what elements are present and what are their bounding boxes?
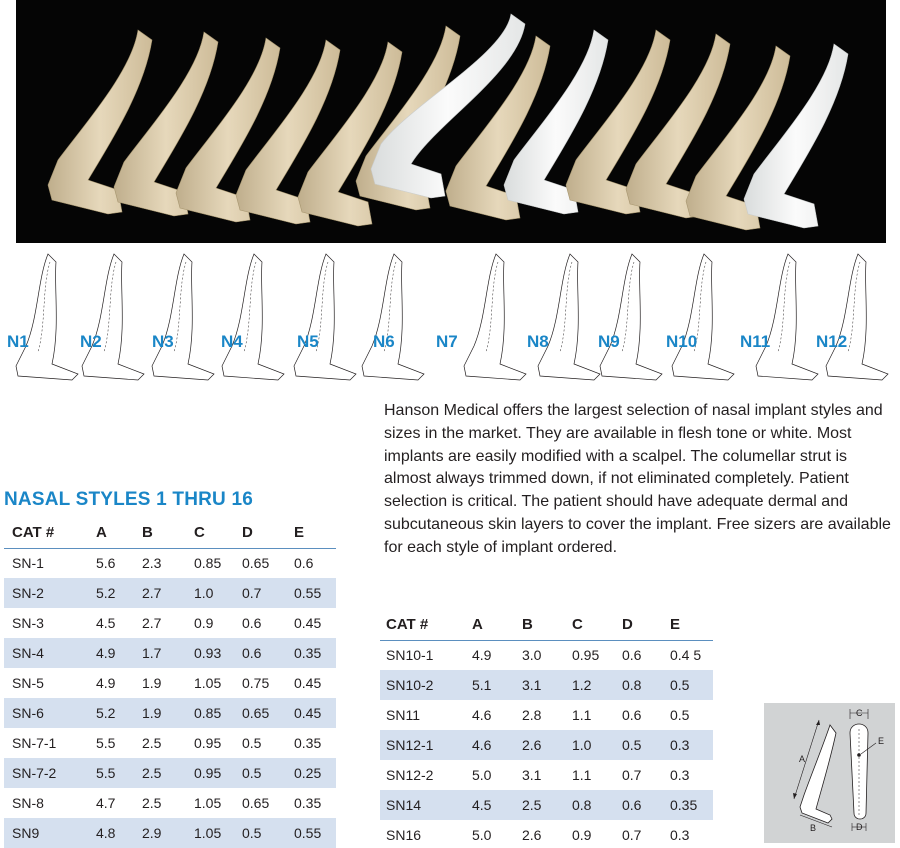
dimension-cell: 1.05 (194, 675, 222, 691)
implant-outline-centerline (778, 262, 790, 352)
dimension-diagram (764, 703, 895, 843)
table-row (380, 730, 713, 760)
dimension-cell: 0.3 (670, 767, 690, 783)
dimension-cell: 5.0 (472, 767, 492, 783)
dimension-cell: 0.5 (242, 818, 294, 848)
dimension-cell: 4.5 (96, 615, 116, 631)
implant-outline-centerline (38, 262, 50, 352)
dimension-cell: 4.5 (472, 790, 522, 820)
header-e: E (294, 518, 336, 548)
style-label-n11: N11 (740, 332, 771, 351)
cat-number-cell: SN-3 (12, 615, 44, 631)
spec-table-left (4, 518, 336, 848)
header-a: A (96, 518, 142, 548)
dimension-cell: 2.6 (522, 730, 572, 760)
dimension-cell: 0.65 (242, 555, 270, 572)
cat-number-cell: SN14 (380, 790, 472, 820)
dimension-cell: 2.5 (142, 735, 162, 751)
dimension-cell: 0.25 (294, 758, 336, 788)
table-row (4, 578, 336, 608)
dimension-cell: 0.8 (572, 790, 622, 820)
dimension-cell: 3.1 (522, 670, 572, 700)
cat-number-cell: SN-4 (4, 638, 96, 668)
style-label-n1: N1 (7, 332, 29, 351)
dimension-cell: 0.6 (622, 647, 642, 664)
style-label-n6: N6 (373, 332, 395, 351)
implant-outline (756, 254, 818, 380)
header-d: D (242, 518, 294, 548)
table-row (380, 640, 713, 670)
dimension-cell: 4.9 (96, 638, 142, 668)
cat-number-cell: SN11 (386, 707, 420, 723)
dimension-cell: 0.7 (242, 578, 294, 608)
implant-outline-centerline (174, 262, 186, 352)
dimension-cell: 0.95 (194, 735, 222, 751)
dimension-cell: 0.8 (622, 670, 670, 700)
cat-number-cell: SN12-2 (386, 767, 434, 783)
implants-photo (16, 0, 886, 243)
implant-outline (82, 254, 144, 380)
cat-number-cell: SN9 (4, 818, 96, 848)
dim-label-d: D (856, 822, 863, 832)
dimension-cell: 0.65 (242, 698, 294, 728)
dimension-cell: 5.5 (96, 758, 142, 788)
table-row (380, 670, 713, 700)
implant-outline (672, 254, 734, 380)
dimension-cell: 0.45 (294, 675, 322, 691)
cat-number-cell: SN10-1 (386, 647, 434, 664)
table-row (380, 820, 713, 848)
dimension-cell: 0.9 (194, 615, 214, 631)
dimension-cell: 4.9 (96, 675, 116, 691)
cat-number-cell: SN10-2 (380, 670, 472, 700)
dimension-cell: 1.1 (572, 707, 592, 723)
dimension-cell: 0.45 (294, 698, 336, 728)
dim-label-c: C (856, 708, 863, 718)
dimension-cell: 4.6 (472, 730, 522, 760)
table-row (4, 668, 336, 698)
implant-outline (538, 254, 600, 380)
dimension-cell: 1.0 (572, 730, 622, 760)
dimension-cell: 1.9 (142, 675, 162, 691)
dimension-cell: 1.7 (142, 638, 194, 668)
section-title: NASAL STYLES 1 THRU 16 (4, 489, 253, 510)
implant-outline (464, 254, 526, 380)
dimension-cell: 0.35 (294, 795, 322, 811)
style-label-n2: N2 (80, 332, 102, 351)
implant-outline (222, 254, 284, 380)
dimension-cell: 0.6 (294, 555, 314, 572)
header-cat: CAT # (4, 518, 96, 548)
style-label-n9: N9 (598, 332, 620, 351)
dimension-cell: 0.95 (194, 758, 242, 788)
cat-number-cell: SN-1 (12, 555, 44, 572)
dimension-cell: 5.5 (96, 735, 116, 751)
cat-number-cell: SN16 (386, 827, 422, 843)
description-paragraph: Hanson Medical offers the largest selection of nasal implant styles and sizes in the market. They are available in flesh tone or white. Most implants are easily modified with a scalpel. The columellar strut is almost always trimmed down, if not eliminated completely. Patient selection is critical. The patient should have adequate dermal and subcutaneous skin layers to cover the implant. Free sizers are available for each style of implant ordered. (384, 402, 891, 556)
dimension-cell: 2.8 (522, 707, 542, 723)
dimension-cell: 3.1 (522, 767, 542, 783)
implant-outline-centerline (486, 262, 498, 352)
dimension-cell: 0.45 (294, 615, 322, 631)
style-outlines (0, 248, 900, 398)
table-row (4, 788, 336, 818)
dimension-cell: 0.35 (670, 790, 713, 820)
dimension-cell: 4.9 (472, 647, 492, 664)
dimension-cell: 0.3 (670, 730, 713, 760)
style-label-n7: N7 (436, 332, 458, 351)
table-row (4, 818, 336, 848)
style-label-n5: N5 (297, 332, 319, 351)
dimension-cell: 4.8 (96, 818, 142, 848)
table-header-row (4, 518, 336, 548)
table-header-row (380, 610, 713, 640)
dimension-cell: 0.85 (194, 555, 222, 572)
dimension-cell: 2.3 (142, 555, 162, 572)
dimension-diagram-graphic (764, 703, 895, 843)
dimension-cell: 0.5 (242, 735, 262, 751)
dimension-cell: 2.6 (522, 827, 542, 843)
table-row (4, 548, 336, 578)
dimension-cell: 0.5 (670, 670, 713, 700)
dimension-cell: 0.5 (622, 730, 670, 760)
implant-outline (362, 254, 424, 380)
dimension-cell: 5.6 (96, 555, 116, 572)
dimension-cell: 0.6 (242, 615, 262, 631)
dim-label-a: A (799, 754, 806, 764)
cat-number-cell: SN-5 (12, 675, 44, 691)
dimension-cell: 4.6 (472, 707, 492, 723)
dimension-cell: 0.65 (242, 795, 270, 811)
header-b: B (142, 518, 194, 548)
dimension-cell: 0.93 (194, 638, 242, 668)
cat-number-cell: SN-8 (12, 795, 44, 811)
implant-outline-centerline (622, 262, 634, 352)
header-b: B (522, 610, 572, 640)
table-row (4, 608, 336, 638)
header-d: D (622, 610, 670, 640)
dimension-cell: 0.35 (294, 735, 322, 751)
style-label-n12: N12 (816, 332, 848, 351)
dimension-cell: 2.5 (142, 795, 162, 811)
dimension-cell: 1.0 (194, 578, 242, 608)
style-label-n3: N3 (152, 332, 174, 351)
implants-photo-graphic (16, 0, 886, 243)
dimension-cell: 0.4 5 (670, 647, 702, 664)
dimension-cell: 0.9 (572, 827, 592, 843)
dimension-cell: 0.6 (622, 707, 642, 723)
dimension-cell: 5.2 (96, 578, 142, 608)
implant-outline-centerline (560, 262, 572, 352)
header-c: C (194, 518, 242, 548)
implant-outline (294, 254, 356, 380)
dimension-cell: 0.6 (242, 638, 294, 668)
outline-drawings (0, 248, 900, 398)
dimension-cell: 1.1 (572, 767, 592, 783)
style-label-n8: N8 (527, 332, 549, 351)
dim-label-e: E (878, 736, 885, 746)
cat-number-cell: SN12-1 (380, 730, 472, 760)
implant-outline (16, 254, 78, 380)
dimension-cell: 1.05 (194, 795, 222, 811)
implant-outline (600, 254, 662, 380)
dimension-cell: 5.0 (472, 827, 492, 843)
table-body-right (380, 640, 713, 848)
dimension-cell: 0.7 (622, 767, 642, 783)
dimension-cell: 1.2 (572, 670, 622, 700)
style-label-n4: N4 (221, 332, 243, 351)
dimension-cell: 0.7 (622, 827, 642, 843)
implant-outline-centerline (244, 262, 256, 352)
dim-label-b: B (810, 823, 817, 833)
cat-number-cell: SN-7-2 (4, 758, 96, 788)
table-body-left (4, 548, 336, 848)
implant-outline-centerline (104, 262, 116, 352)
dimension-cell: 2.9 (142, 818, 194, 848)
header-cat: CAT # (380, 610, 472, 640)
dimension-cell: 0.5 (242, 758, 294, 788)
implant-outline-centerline (848, 262, 860, 352)
header-e: E (670, 610, 713, 640)
dimension-cell: 0.85 (194, 698, 242, 728)
table-row (380, 700, 713, 730)
header-a: A (472, 610, 522, 640)
table-row (4, 698, 336, 728)
dimension-cell: 0.55 (294, 818, 336, 848)
table-row (4, 728, 336, 758)
dimension-cell: 0.35 (294, 638, 336, 668)
cat-number-cell: SN-7-1 (12, 735, 57, 751)
header-c: C (572, 610, 622, 640)
dimension-cell: 4.7 (96, 795, 116, 811)
implant-outline (152, 254, 214, 380)
dimension-cell: 2.7 (142, 578, 194, 608)
dimension-cell: 0.3 (670, 827, 690, 843)
table-row (380, 760, 713, 790)
style-label-n10: N10 (666, 332, 698, 351)
dimension-cell: 1.05 (194, 818, 242, 848)
dimension-cell: 1.9 (142, 698, 194, 728)
dimension-cell: 0.95 (572, 647, 600, 664)
table-row (380, 790, 713, 820)
dimension-cell: 5.1 (472, 670, 522, 700)
cat-number-cell: SN-2 (4, 578, 96, 608)
dimension-cell: 0.6 (622, 790, 670, 820)
dimension-cell: 0.75 (242, 675, 270, 691)
table-row (4, 758, 336, 788)
dimension-cell: 2.5 (142, 758, 194, 788)
dimension-cell: 3.0 (522, 647, 542, 664)
dimension-cell: 5.2 (96, 698, 142, 728)
dimension-cell: 0.5 (670, 707, 690, 723)
table-row (4, 638, 336, 668)
dimension-cell: 2.7 (142, 615, 162, 631)
dimension-cell: 0.55 (294, 578, 336, 608)
cat-number-cell: SN-6 (4, 698, 96, 728)
dimension-cell: 2.5 (522, 790, 572, 820)
spec-table-right (380, 610, 713, 848)
implant-outline (826, 254, 888, 380)
